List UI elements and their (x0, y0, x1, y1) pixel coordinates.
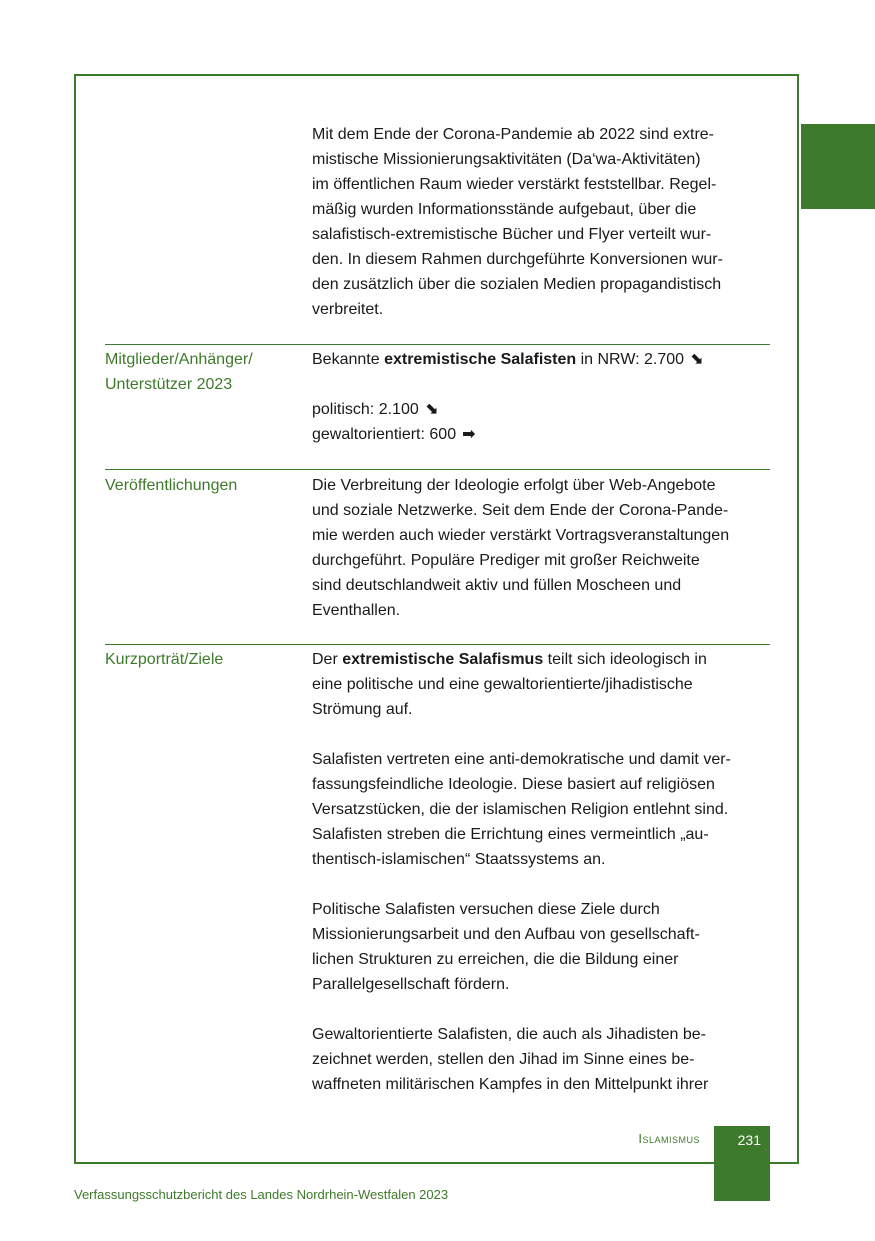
portrait-line: Strömung auf. (312, 701, 413, 718)
right-arrow-icon: ➡ (462, 426, 476, 443)
section-divider (105, 469, 770, 470)
publications-label: Veröffentlichungen (105, 477, 238, 494)
known-salafists-line (312, 347, 774, 372)
portrait-line: lichen Strukturen zu erreichen, die die Bildung einer (312, 951, 679, 968)
section-name: Islamismus (638, 1131, 700, 1146)
publications-line: durchgeführt. Populäre Prediger mit großer Reichweite (312, 552, 700, 569)
violent-count: gewaltorientiert: 600 (312, 426, 457, 443)
portrait-bold: extremistische Salafismus (342, 651, 544, 668)
section-divider (105, 644, 770, 645)
intro-line: den zusätzlich über die sozialen Medien propagandistisch (312, 276, 722, 293)
portrait-line: Missionierungsarbeit und den Aufbau von gesellschaft- (312, 926, 700, 943)
portrait-prefix: Der (312, 651, 343, 668)
members-values (312, 347, 774, 447)
known-suffix: in NRW: 2.700 (576, 351, 685, 368)
members-label-line: Mitglieder/Anhänger/ (105, 351, 253, 368)
intro-line: Mit dem Ende der Corona-Pandemie ab 2022 sind extre- (312, 126, 714, 143)
portrait-line: Gewaltorientierte Salafisten, die auch als Jihadisten be- (312, 1026, 706, 1043)
portrait-line (312, 647, 774, 672)
down-right-arrow-icon: ➡ (686, 348, 708, 371)
portrait-line: Parallelgesellschaft fördern. (312, 976, 510, 993)
known-prefix: Bekannte (312, 351, 385, 368)
down-right-arrow-icon: ➡ (420, 398, 443, 421)
members-label (105, 347, 305, 397)
page-number: 231 (737, 1132, 761, 1148)
section-divider (105, 344, 770, 345)
members-label-line: Unterstützer 2023 (105, 376, 233, 393)
political-count: politisch: 2.100 (312, 401, 419, 418)
publications-line: mie werden auch wieder verstärkt Vortragsveranstaltungen (312, 527, 730, 544)
intro-line: salafistisch-extremistische Bücher und Flyer verteilt wur- (312, 226, 712, 243)
portrait-line: fassungsfeindliche Ideologie. Diese basiert auf religiösen (312, 776, 715, 793)
portrait-text (312, 647, 774, 1097)
portrait-label: Kurzporträt/Ziele (105, 651, 224, 668)
portrait-line: thentisch-islamischen“ Staatssystems an. (312, 851, 606, 868)
publications-line: sind deutschlandweit aktiv und füllen Moscheen und (312, 577, 682, 594)
intro-line: im öffentlichen Raum wieder verstärkt feststellbar. Regel- (312, 176, 717, 193)
publications-line: Eventhallen. (312, 602, 401, 619)
page-number-box (714, 1126, 770, 1201)
known-bold: extremistische Salafisten (384, 351, 577, 368)
intro-line: mäßig wurden Informationsstände aufgebaut, über die (312, 201, 697, 218)
political-line (312, 397, 774, 422)
portrait-line: zeichnet werden, stellen den Jihad im Sinne eines be- (312, 1051, 695, 1068)
portrait-line: Versatzstücken, die der islamischen Religion entlehnt sind. (312, 801, 729, 818)
intro-line: den. In diesem Rahmen durchgeführte Konversionen wur- (312, 251, 723, 268)
publications-line: Die Verbreitung der Ideologie erfolgt über Web-Angebote (312, 477, 716, 494)
chapter-tab (801, 124, 875, 209)
violent-line (312, 422, 774, 447)
portrait-line: waffneten militärischen Kampfes in den Mittelpunkt ihrer (312, 1076, 709, 1093)
portrait-suffix: teilt sich ideologisch in (543, 651, 707, 668)
portrait-line: Salafisten vertreten eine anti-demokratische und damit ver- (312, 751, 731, 768)
portrait-line: Politische Salafisten versuchen diese Ziele durch (312, 901, 660, 918)
portrait-line: eine politische und eine gewaltorientierte/jihadistische (312, 676, 693, 693)
intro-paragraph (312, 122, 774, 322)
intro-line: verbreitet. (312, 301, 384, 318)
portrait-line: Salafisten streben die Errichtung eines vermeintlich „au- (312, 826, 709, 843)
publications-line: und soziale Netzwerke. Seit dem Ende der Corona-Pande- (312, 502, 729, 519)
intro-line: mistische Missionierungsaktivitäten (Da‘wa-Aktivitäten) (312, 151, 701, 168)
publications-paragraph (312, 473, 774, 623)
publication-title: Verfassungsschutzbericht des Landes Nordrhein-Westfalen 2023 (74, 1187, 449, 1202)
